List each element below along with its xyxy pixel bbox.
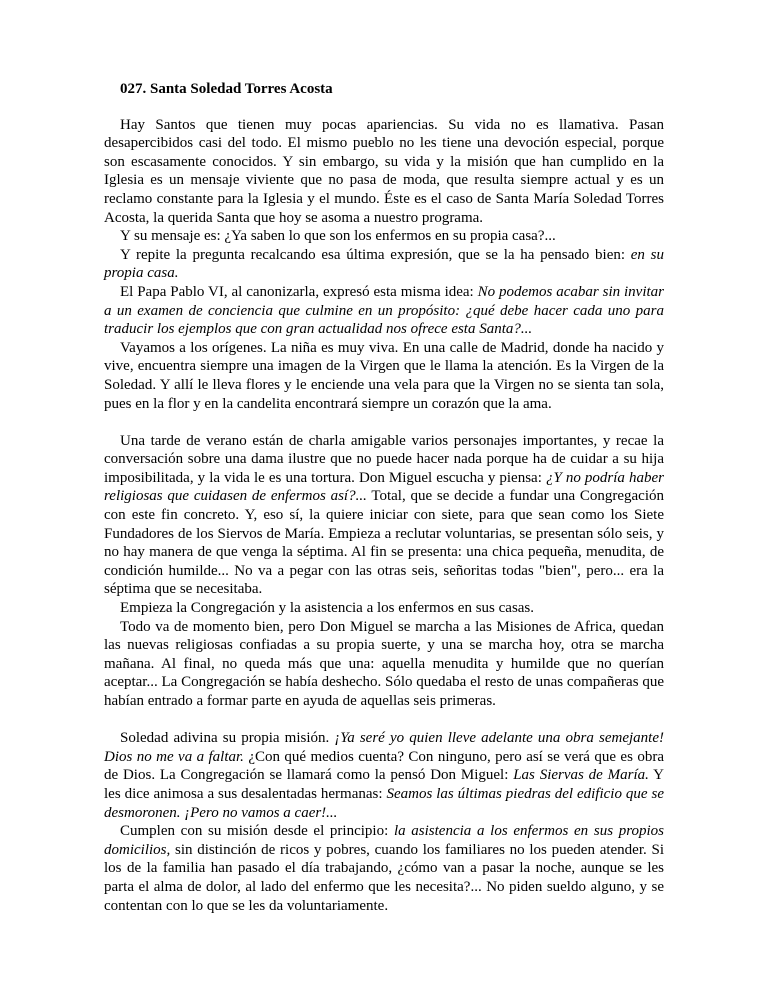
italic-text: en su propia casa. — [104, 246, 664, 282]
paragraph-1 — [104, 116, 664, 228]
italic-text: ¿Y no podría haber religiosas que cuidasen de enfermos así?... — [104, 469, 665, 505]
paragraph-2 — [104, 227, 664, 246]
paragraph-text: Soledad adivina su propia misión. — [120, 730, 335, 747]
paragraph-7 — [104, 599, 664, 618]
paragraph-6 — [104, 432, 664, 599]
document-page — [104, 80, 664, 915]
paragraph-text: Y les dice animosa a sus desalentadas hermanas: — [104, 767, 665, 802]
paragraph-text: Una tarde de verano están de charla amigable varios personajes importantes, y recae la conversación sobre una dama ilustre que no puede hacer nada porque ha de cuidar a su hija imposibilitada, y la vida le es una tortura. Don Miguel escucha y piensa: — [104, 432, 664, 486]
paragraph-text: Cumplen con su misión desde el principio: — [120, 823, 394, 840]
paragraph-text: Empieza la Congregación y la asistencia a los enfermos en sus casas. — [120, 600, 535, 617]
paragraph-3 — [104, 246, 664, 283]
italic-text: la asistencia a los enfermos en sus propios domicilios, — [104, 823, 665, 858]
document-title: 027. Santa Soledad Torres Acosta — [120, 81, 333, 97]
paragraph-text: ¿Con qué medios cuenta? Con ninguno, pero así se verá que es obra de Dios. La Congregación se llamará como la pensó Don Miguel: — [104, 748, 664, 784]
paragraph-text: sin distinción de ricos y pobres, cuando los familiares no los pueden atender. Si los de la familia han pasado el día trabajando, ¿cómo van a pasar la noche, aunque se les parta el alma de dolor, al lado del enfermo que les necesita?... No piden sueldo alguno, y se contentan con lo que se les da voluntariamente. — [104, 841, 664, 914]
italic-text: Las Siervas de María. — [513, 767, 649, 784]
paragraph-text: Vayamos a los orígenes. La niña es muy viva. En una calle de Madrid, donde ha nacido y vive, encuentra siempre una imagen de la Virgen que le llama la atención. Es la Virgen de la Soledad. Y allí le lleva flores y le enciende una vela para que la Virgen no se sienta tan sola, pues en la flor y en la candelita encontrará siempre un corazón que la ama. — [104, 339, 664, 412]
italic-text: Seamos las últimas piedras del edificio que se desmoronen. ¡Pero no vamos a caer!... — [104, 785, 664, 821]
paragraph-5 — [104, 339, 664, 413]
paragraph-10 — [104, 822, 664, 915]
paragraph-4 — [104, 283, 664, 339]
paragraph-9 — [104, 729, 664, 822]
paragraph-text: Y repite la pregunta recalcando esa última expresión, que se la ha pensado bien: — [120, 246, 631, 263]
italic-text: No podemos acabar sin invitar a un examen de conciencia que culmine en un propósito: ¿qué debe hacer cada uno para traducir los ejemplos que con gran actualidad nos ofrece esta Santa?... — [104, 283, 664, 338]
italic-text: ¡Ya seré yo quien lleve adelante una obra semejante! Dios no me va a faltar. — [104, 730, 664, 765]
paragraph-text: Y su mensaje es: ¿Ya saben lo que son los enfermos en su propia casa?... — [120, 228, 556, 245]
paragraph-8 — [104, 618, 664, 711]
paragraph-text: El Papa Pablo VI, al canonizarla, expresó esta misma idea: — [120, 283, 478, 300]
paragraph-text: Hay Santos que tienen muy pocas apariencias. Su vida no es llamativa. Pasan desapercibidos casi del todo. El mismo pueblo no les tiene una devoción especial, porque son escasamente conocidos. Y sin embargo, su vida y la misión que han cumplido en la Iglesia es un mensaje viviente que no pasa de moda, que resulta siempre actual y es un reclamo constante para la Iglesia y el mundo. Éste es el caso de Santa María Soledad Torres Acosta, la querida Santa que hoy se asoma a nuestro programa. — [104, 116, 664, 226]
paragraph-text: Total, que se decide a fundar una Congregación con este fin concreto. Y, eso sí, la quiere iniciar con siete, para que sean como los Siete Fundadores de los Siervos de María. Empieza a reclutar voluntarias, se presentan sólo seis, y no hay manera de que venga la séptima. Al fin se presenta: una chica pequeña, menudita, de condición humilde... No va a pegar con las otras seis, señoritas todas "bien", pero... era la séptima que se necesitaba. — [104, 488, 665, 598]
paragraph-text: Todo va de momento bien, pero Don Miguel se marcha a las Misiones de Africa, quedan las nuevas religiosas confiadas a su propia suerte, y una se marcha hoy, otra se marcha mañana. Al final, no queda más que una: aquella menudita y humilde que no querían aceptar... La Congregación se había deshecho. Sólo quedaba el resto de unas compañeras que habían entrado a formar parte en ayuda de aquellas seis primeras. — [104, 618, 664, 709]
